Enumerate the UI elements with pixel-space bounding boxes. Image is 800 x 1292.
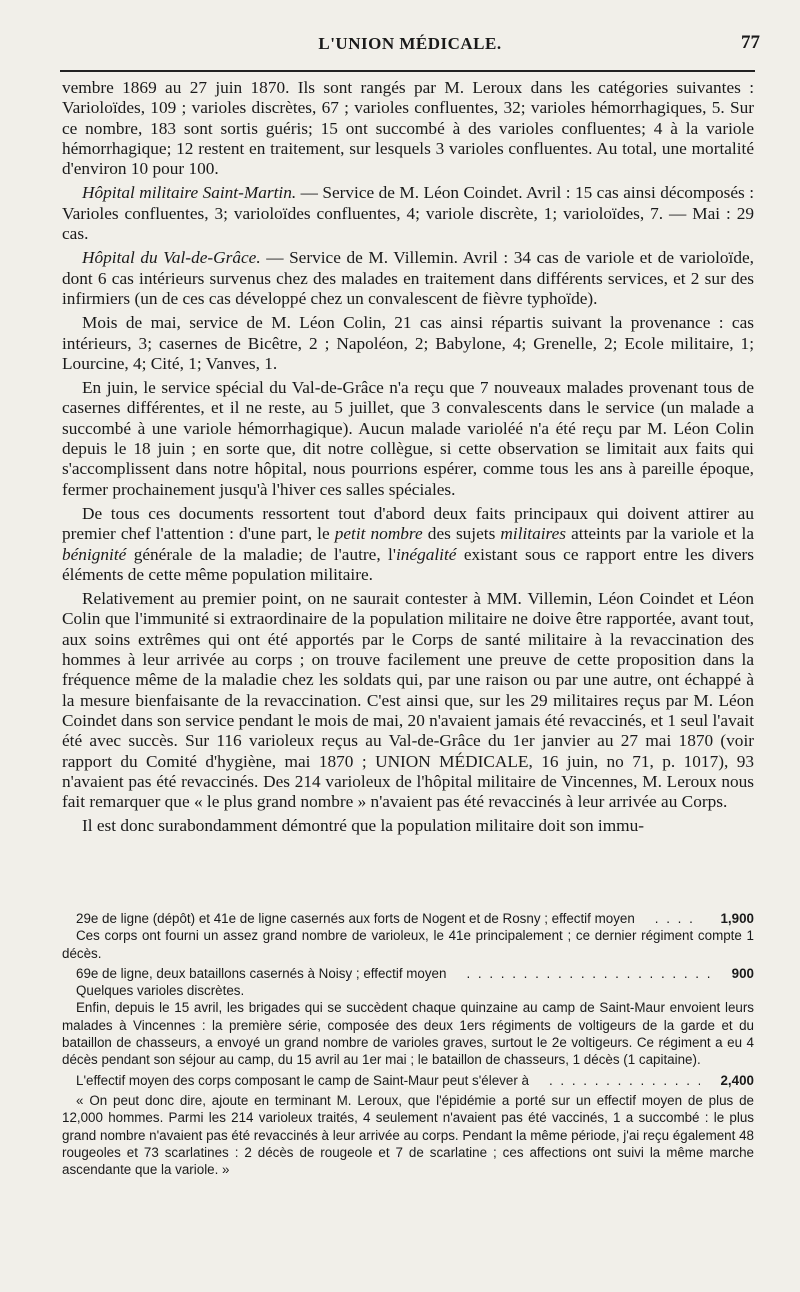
- main-text: [62, 78, 754, 837]
- hospital-name: Hôpital militaire Saint-Martin.: [82, 183, 297, 203]
- emphasis: inégalité: [395, 544, 457, 564]
- paragraph: [62, 183, 754, 244]
- page-header: [60, 30, 760, 62]
- leader-dots: [641, 910, 701, 927]
- note-row: [62, 1072, 754, 1089]
- note-row: [62, 910, 754, 927]
- text: générale de la maladie; de l'autre, l': [126, 544, 396, 564]
- running-title: L'UNION MÉDICALE.: [318, 34, 502, 53]
- paragraph: Relativement au premier point, on ne saurait contester à MM. Villemin, Léon Coindet et Léon Colin que l'immunité si extraordinaire de la population militaire ne doive être rapportée, avant tout, aux soins extrêmes qui ont été apportés par le Corps de santé militaire à la revaccination des hommes à leur arrivée au corps ; on trouve facilement une preuve de cette proposition dans la fréquence même de la maladie chez les soldats qui, par une raison ou par une autre, ont échappé à la mesure bienfaisante de la revaccination. C'est ainsi que, sur les 29 militaires reçus par M. Léon Coindet dans son service pendant le mois de mai, 20 n'avaient jamais été revaccinés, et 1 seul l'avait été avec succès. Sur 116 varioleux reçus au Val-de-Grâce du 1er janvier au 27 mai 1870 (voir rapport du Comité d'hygiène, mai 1870 ; UNION MÉDICALE, 16 juin, no 71, p. 1017), 93 n'avaient pas été revaccinés. Des 214 varioleux de l'hôpital militaire de Vincennes, M. Leroux nous fait remarquer que « le plus grand nombre » n'avaient pas été revaccinés à leur arrivée au Corps.: [62, 589, 754, 812]
- emphasis: petit nombre: [334, 524, 423, 544]
- note-row: [62, 965, 754, 982]
- emphasis: bénignité: [62, 544, 127, 564]
- footnotes: [62, 910, 754, 1178]
- note-value: 1,900: [720, 911, 754, 926]
- note-text: 69e de ligne, deux bataillons casernés à Noisy ; effectif moyen: [76, 965, 447, 981]
- note-value: 2,400: [720, 1072, 754, 1088]
- note-text: L'effectif moyen des corps composant le camp de Saint-Maur peut s'élever à: [76, 1072, 529, 1088]
- hospital-name: Hôpital du Val-de-Grâce.: [82, 248, 261, 268]
- page-number: 77: [741, 32, 760, 53]
- emphasis: militaires: [500, 524, 567, 544]
- paragraph: En juin, le service spécial du Val-de-Grâce n'a reçu que 7 nouveaux malades provenant tous de casernes différentes, et il ne reste, au 5 juillet, que 3 convalescents dans le service (un malade a succombé à une variole hémorrhagique). Aucun malade varioléé n'a été reçu par M. Léon Colin depuis le 18 juin ; en sorte que, dit notre collègue, si cette observation se limitait aux faits qui s'accomplissent dans notre hôpital, nous pourrions espérer, comme tous les ans à pareille époque, fermer prochainement jusqu'à l'hiver ces salles spéciales.: [62, 378, 754, 499]
- text: De tous ces documents ressortent tout d'abord deux faits principaux qui doivent attirer au premier chef l'attention : d'une part, le: [62, 503, 754, 544]
- note-value: 900: [731, 965, 754, 981]
- note-text: 29e de ligne (dépôt) et 41e de ligne casernés aux forts de Nogent et de Rosny ; effectif moyen: [76, 911, 635, 926]
- paragraph: [62, 504, 754, 585]
- text: des sujets: [422, 524, 501, 544]
- leader-dots: [535, 1072, 701, 1089]
- note-paragraph: Quelques varioles discrètes.: [76, 983, 245, 999]
- paragraph: [62, 248, 754, 309]
- text: atteints par la variole et la: [566, 524, 754, 544]
- note-paragraph: Enfin, depuis le 15 avril, les brigades qui se succèdent chaque quinzaine au camp de Saint-Maur envoient leurs malades à Vincennes : la première série, composée des deux 1ers régiments de voltigeurs de la garde et du bataillon de chasseurs, a envoyé un grand nombre de varioles graves, surtout le 2e voltigeurs. Ce régiment a eu 4 décès pendant son séjour au camp, du 15 avril au 1er mai ; le bataillon de chasseurs, 1 décès (1 capitaine).: [62, 1000, 754, 1068]
- paragraph-text: — Service de M. Léon Coindet. Avril : 15 cas ainsi décomposés : Varioles confluentes, 3; varioloïdes confluentes, 4; variole discrète, 1; varioloïdes, 7. — Mai : 29 cas.: [62, 183, 754, 244]
- paragraph: Il est donc surabondamment démontré que la population militaire doit son immu-: [82, 816, 645, 836]
- header-rule: [60, 70, 755, 72]
- paragraph-text: — Service de M. Villemin. Avril : 34 cas de variole et de varioloïde, dont 6 cas intérieurs survenus chez des malades en traitement dans différents services, et 2 sur des infirmiers (un de ces cas développé chez un convalescent de fièvre typhoïde).: [62, 248, 754, 308]
- leader-dots: [452, 965, 711, 982]
- text: existant sous ce rapport entre les divers éléments de cette même population militaire.: [62, 544, 754, 584]
- note-paragraph: « On peut donc dire, ajoute en terminant M. Leroux, que l'épidémie a porté sur un effectif moyen de plus de 12,000 hommes. Parmi les 214 varioleux traités, 4 seulement n'avaient pas été vaccinés, 1 a succombé : le plus grand nombre n'avaient pas été revaccinés à leur arrivée au corps. Pendant la même période, j'ai reçu également 48 rougeoles et 73 scarlatines : 2 décès de rougeole et 7 de scarlatine ; ces affections ont suivi la même marche ascendante que la variole. »: [62, 1092, 754, 1178]
- paragraph: vembre 1869 au 27 juin 1870. Ils sont rangés par M. Leroux dans les catégories suivantes : Varioloïdes, 109 ; varioles discrètes, 67 ; varioles confluentes, 32; varioles hémorrhagiques, 5. Sur ce nombre, 183 sont sortis guéris; 15 ont succombé à des varioles confluentes; 4 à la variole hémorrhagique; 12 restent en traitement, sur lesquels 3 varioles confluentes. Au total, une mortalité d'environ 10 pour 100.: [62, 78, 754, 179]
- paragraph: Mois de mai, service de M. Léon Colin, 21 cas ainsi répartis suivant la provenance : cas intérieurs, 3; casernes de Bicêtre, 2 ; Napoléon, 2; Babylone, 4; Grenelle, 2; Ecole militaire, 1; Lourcine, 4; Cité, 1; Vanves, 1.: [62, 313, 754, 373]
- note-paragraph: Ces corps ont fourni un assez grand nombre de varioleux, le 41e principalement ; ce dernier régiment compte 1 décès.: [62, 928, 754, 961]
